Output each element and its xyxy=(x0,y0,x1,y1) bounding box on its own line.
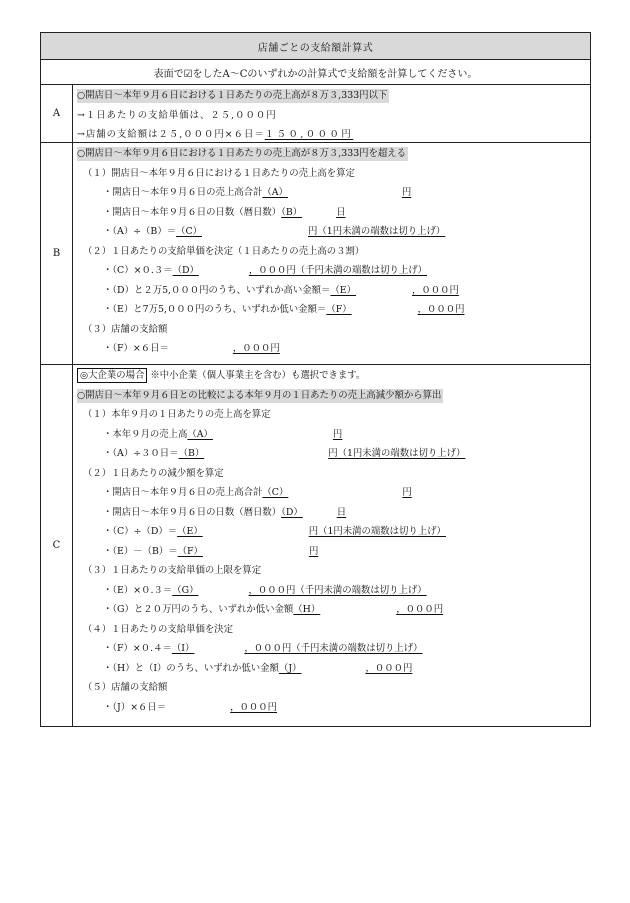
b-b-prefix: ・開店日～本年９月６日の日数（暦日数） xyxy=(103,206,282,218)
section-c-step5-title: （５）店舗の支給額 xyxy=(83,682,168,693)
c-d-field[interactable] xyxy=(281,507,346,518)
section-b xyxy=(41,143,590,365)
b-b-field[interactable] xyxy=(281,207,345,218)
c-j-code: （J） xyxy=(278,662,302,674)
c-j-prefix: ・（H）と（I）のうち、いずれか低い金額 xyxy=(103,662,279,674)
b-a-field[interactable] xyxy=(262,187,411,198)
c-h-code: （H） xyxy=(293,604,321,615)
c-g-prefix: ・（E）×０.３＝ xyxy=(103,584,173,596)
c-f-field[interactable] xyxy=(178,546,319,557)
c-a-field[interactable] xyxy=(187,429,342,440)
c-total-unit: ，０００円 xyxy=(230,701,278,713)
c-e-prefix: ・（C）÷（D）＝ xyxy=(103,526,178,537)
b-a-code: （A） xyxy=(262,187,288,198)
section-a-label: A xyxy=(41,85,73,142)
c-g-unit: ，０００円（千円未満の端数は切り上げ） xyxy=(248,584,427,596)
c-b-prefix: ・（A）÷３０日＝ xyxy=(103,448,179,459)
section-b-step3-title: （３）店舗の支給額 xyxy=(83,323,168,335)
section-c-step4-title: （４）１日あたりの支給単価を決定 xyxy=(83,623,234,635)
b-f-prefix: ・（E）と7万5,０００円のうち、いずれか低い金額＝ xyxy=(103,304,327,315)
c-f-unit: 円 xyxy=(308,545,319,557)
c-h-field[interactable] xyxy=(293,604,443,615)
b-total-prefix: ・（F）×６日＝ xyxy=(103,343,169,354)
b-total-field[interactable] xyxy=(169,343,280,354)
c-a-prefix: ・本年９月の売上高 xyxy=(103,428,188,440)
b-f-unit: ，０００円 xyxy=(417,304,465,315)
c-i-code: （I） xyxy=(171,643,195,654)
section-c-note: ※中小企業（個人事業主を含む）も選択できます。 xyxy=(150,370,366,381)
c-c-code: （C） xyxy=(262,487,289,498)
large-company-badge: ◎大企業の場合 xyxy=(77,368,147,383)
b-f-field[interactable] xyxy=(326,304,464,315)
c-h-unit: ，０００円 xyxy=(396,604,444,615)
c-h-prefix: ・（G）と２０万円のうち、いずれか低い金額 xyxy=(103,604,294,615)
section-c-condition: ○開店日～本年９月６日との比較による本年９月の１日あたりの売上高減少額から算出 xyxy=(77,389,442,401)
c-b-code: （B） xyxy=(178,448,205,459)
c-f-code: （F） xyxy=(177,545,203,557)
b-e-code: （E） xyxy=(330,284,356,296)
c-d-prefix: ・開店日～本年９月６日の日数（暦日数） xyxy=(103,506,282,518)
b-e-prefix: ・（D）と２万5,０００円のうち、いずれか高い金額＝ xyxy=(103,284,331,296)
section-a-total-amount: １５０,０００円 xyxy=(264,129,354,140)
c-c-unit: 円 xyxy=(402,487,412,498)
b-e-unit: ，０００円 xyxy=(412,284,459,296)
b-c-unit: 円（1円未満の端数は切り上げ） xyxy=(308,226,446,237)
c-i-prefix: ・（F）×０.４＝ xyxy=(103,643,172,654)
section-c-step1-title: （１）本年９月の１日あたりの売上高を算定 xyxy=(83,409,271,420)
b-c-code: （C） xyxy=(176,226,203,237)
b-a-unit: 円 xyxy=(401,187,412,198)
c-e-field[interactable] xyxy=(177,526,446,537)
instruction-text: 表面で☑をしたA～Cのいずれかの計算式で支給額を計算してください。 xyxy=(41,60,590,85)
section-c-step2-title: （２）１日あたりの減少額を算定 xyxy=(83,467,224,479)
c-j-field[interactable] xyxy=(279,663,412,674)
calculation-form xyxy=(40,32,591,727)
section-c xyxy=(41,365,590,726)
c-g-field[interactable] xyxy=(172,585,426,596)
c-f-prefix: ・（E）－（B）＝ xyxy=(103,545,178,557)
section-a-unit-price: →１日あたりの支給単価は、２５,０００円 xyxy=(77,109,277,121)
c-i-field[interactable] xyxy=(172,643,423,654)
b-total-unit: ，０００円 xyxy=(232,343,280,354)
b-a-prefix: ・開店日～本年９月６日の売上高合計 xyxy=(103,187,263,198)
b-b-unit: 日 xyxy=(336,206,346,218)
c-e-code: （E） xyxy=(177,526,203,537)
b-d-unit: ，０００円（千円未満の端数は切り上げ） xyxy=(248,265,427,276)
b-b-code: （B） xyxy=(281,206,303,218)
section-b-label: B xyxy=(41,143,73,364)
c-b-field[interactable] xyxy=(179,448,466,459)
c-c-prefix: ・開店日～本年９月６日の売上高合計 xyxy=(103,487,263,498)
c-g-code: （G） xyxy=(172,584,199,596)
b-d-field[interactable] xyxy=(173,265,427,276)
section-c-step3-title: （３）１日あたりの支給単価の上限を算定 xyxy=(83,565,262,576)
c-j-unit: ，０００円 xyxy=(365,662,413,674)
c-c-field[interactable] xyxy=(262,487,411,498)
b-c-prefix: ・（A）÷（B）＝ xyxy=(103,226,177,237)
c-e-unit: 円（1円未満の端数は切り上げ） xyxy=(308,526,446,537)
c-a-unit: 円 xyxy=(332,428,343,440)
form-title: 店舗ごとの支給額計算式 xyxy=(41,33,590,60)
b-e-field[interactable] xyxy=(330,285,458,296)
section-a xyxy=(41,85,590,143)
section-b-condition: ○開店日～本年９月６日における１日あたりの売上高が８万３,333円を超える xyxy=(77,148,407,159)
c-a-code: （A） xyxy=(187,428,213,440)
c-d-code: （D） xyxy=(281,506,303,518)
b-d-prefix: ・（C）×０.３＝ xyxy=(103,265,173,276)
c-d-unit: 日 xyxy=(336,506,347,518)
c-i-unit: ，０００円（千円未満の端数は切り上げ） xyxy=(244,643,423,654)
c-total-prefix: ・（J）×６日＝ xyxy=(103,701,167,713)
c-total-field[interactable] xyxy=(166,702,277,713)
b-d-code: （D） xyxy=(172,265,199,276)
b-f-code: （F） xyxy=(326,304,352,315)
section-a-total-prefix: →店舗の支給額は２５,０００円×６日＝ xyxy=(77,129,265,140)
section-c-label: C xyxy=(41,365,73,726)
section-b-step2-title: （２）１日あたりの支給単価を決定（１日あたりの売上高の３割） xyxy=(83,245,365,257)
b-c-field[interactable] xyxy=(176,226,445,237)
section-b-step1-title: （１）開店日～本年９月６日における１日あたりの売上高を算定 xyxy=(83,167,355,179)
section-a-condition: ○開店日～本年９月６日における１日あたりの売上高が８万３,333円以下 xyxy=(77,90,388,101)
c-b-unit: 円（1円未満の端数は切り上げ） xyxy=(328,448,466,459)
